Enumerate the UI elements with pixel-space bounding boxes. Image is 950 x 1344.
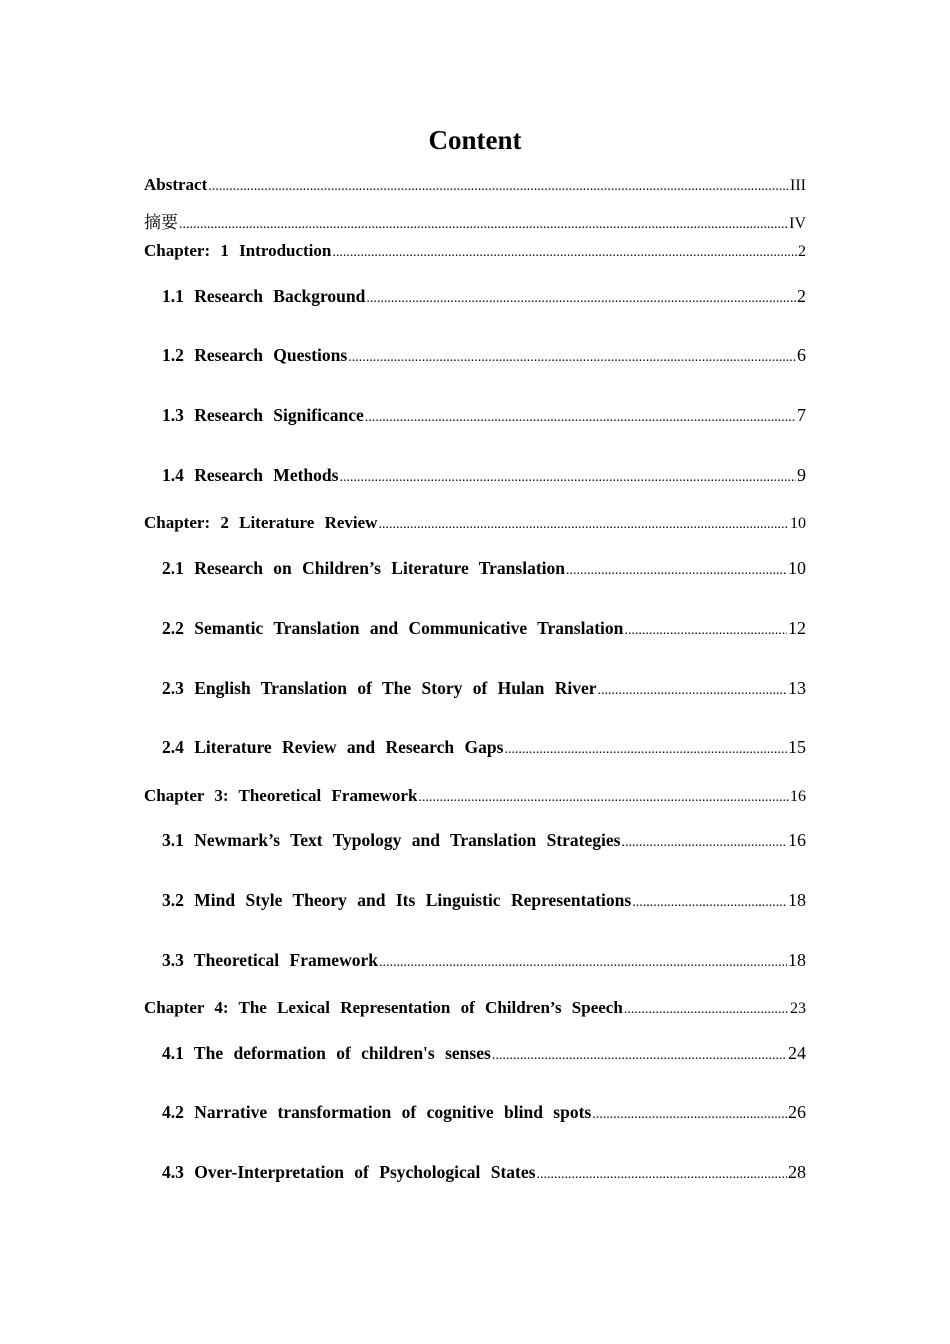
toc-entry-chapter-3[interactable] xyxy=(144,786,806,806)
toc-entry-label: 2.1 Research on Children’s Literature Translation xyxy=(162,558,566,578)
toc-entry-page: 18 xyxy=(788,950,806,970)
dot-leader xyxy=(592,1107,787,1123)
toc-entry-page: 18 xyxy=(788,890,806,910)
page-title: Content xyxy=(428,125,522,155)
toc-entry-1-4[interactable] xyxy=(162,465,806,486)
toc-entry-page: 10 xyxy=(788,558,806,578)
dot-leader xyxy=(624,623,787,639)
toc-entry-page: III xyxy=(790,177,806,194)
toc-entry-label: 1.3 Research Significance xyxy=(162,405,364,425)
toc-entry-3-1[interactable] xyxy=(162,830,806,851)
toc-entry-abstract[interactable] xyxy=(144,175,806,195)
toc-entry-3-2[interactable] xyxy=(162,890,806,911)
toc-entry-page: 24 xyxy=(788,1043,806,1063)
toc-entry-chapter-1[interactable] xyxy=(144,241,806,261)
toc-entry-page: 15 xyxy=(788,737,806,757)
toc-entry-label: Chapter: 2 Literature Review xyxy=(144,513,378,532)
dot-leader xyxy=(208,179,789,195)
dot-leader xyxy=(378,517,789,533)
dot-leader xyxy=(339,470,796,486)
toc-entry-1-2[interactable] xyxy=(162,345,806,366)
toc-entry-2-1[interactable] xyxy=(162,558,806,579)
dot-leader xyxy=(504,742,787,758)
toc-entry-label: 4.1 The deformation of children's senses xyxy=(162,1043,491,1063)
toc-entry-page: 16 xyxy=(790,788,806,805)
toc-entry-label: Chapter 3: Theoretical Framework xyxy=(144,786,418,805)
toc-entry-label: 摘要 xyxy=(144,213,178,232)
toc-entry-page: 12 xyxy=(788,618,806,638)
toc-entry-label: 3.3 Theoretical Framework xyxy=(162,950,378,970)
toc-entry-label: 3.2 Mind Style Theory and Its Linguistic Representations xyxy=(162,890,632,910)
dot-leader xyxy=(492,1048,787,1064)
dot-leader xyxy=(332,245,797,261)
toc-entry-2-3[interactable] xyxy=(162,678,806,699)
toc-entry-4-2[interactable] xyxy=(162,1102,806,1123)
toc-entry-label: 4.2 Narrative transformation of cognitive blind spots xyxy=(162,1102,592,1122)
toc-entry-page: 9 xyxy=(797,465,806,485)
dot-leader xyxy=(366,291,796,307)
toc-entry-label: 2.4 Literature Review and Research Gaps xyxy=(162,737,504,757)
dot-leader xyxy=(536,1167,787,1183)
toc-entry-page: IV xyxy=(789,215,806,232)
dot-leader xyxy=(632,895,787,911)
dot-leader xyxy=(418,790,789,806)
toc-entry-label: 1.4 Research Methods xyxy=(162,465,339,485)
toc-entry-page: 23 xyxy=(790,1000,806,1017)
toc-entry-chinese-abstract[interactable] xyxy=(144,208,806,233)
toc-entry-page: 16 xyxy=(788,830,806,850)
dot-leader xyxy=(348,350,796,366)
toc-entry-1-1[interactable] xyxy=(162,286,806,307)
toc-entry-label: 4.3 Over-Interpretation of Psychological States xyxy=(162,1162,536,1182)
toc-entry-label: 3.1 Newmark’s Text Typology and Translation Strategies xyxy=(162,830,621,850)
toc-entry-page: 6 xyxy=(797,345,806,365)
dot-leader xyxy=(621,835,787,851)
dot-leader xyxy=(566,563,787,579)
toc-entry-label: 1.1 Research Background xyxy=(162,286,366,306)
dot-leader xyxy=(598,683,787,699)
toc-entry-2-2[interactable] xyxy=(162,618,806,639)
toc-entry-page: 28 xyxy=(788,1162,806,1182)
toc-entry-4-1[interactable] xyxy=(162,1043,806,1064)
toc-entry-label: 2.3 English Translation of The Story of Hulan River xyxy=(162,678,597,698)
toc-entry-chapter-4[interactable] xyxy=(144,998,806,1018)
toc-entry-chapter-2[interactable] xyxy=(144,513,806,533)
toc-entry-1-3[interactable] xyxy=(162,405,806,426)
toc-entry-page: 10 xyxy=(790,515,806,532)
toc-entry-label: 2.2 Semantic Translation and Communicative Translation xyxy=(162,618,624,638)
toc-entry-label: 1.2 Research Questions xyxy=(162,345,348,365)
dot-leader xyxy=(365,410,796,426)
toc-entry-3-3[interactable] xyxy=(162,950,806,971)
toc-entry-label: Chapter: 1 Introduction xyxy=(144,241,332,260)
toc-entry-page: 7 xyxy=(797,405,806,425)
toc-entry-page: 13 xyxy=(788,678,806,698)
dot-leader xyxy=(624,1002,789,1018)
dot-leader xyxy=(379,955,787,971)
toc-entry-page: 2 xyxy=(798,243,806,260)
toc-entry-label: Abstract xyxy=(144,175,208,194)
dot-leader xyxy=(179,217,788,233)
toc-entry-page: 26 xyxy=(788,1102,806,1122)
toc-entry-label: Chapter 4: The Lexical Representation of Children’s Speech xyxy=(144,998,623,1017)
toc-entry-2-4[interactable] xyxy=(162,737,806,758)
toc-entry-page: 2 xyxy=(797,286,806,306)
toc-entry-4-3[interactable] xyxy=(162,1162,806,1183)
